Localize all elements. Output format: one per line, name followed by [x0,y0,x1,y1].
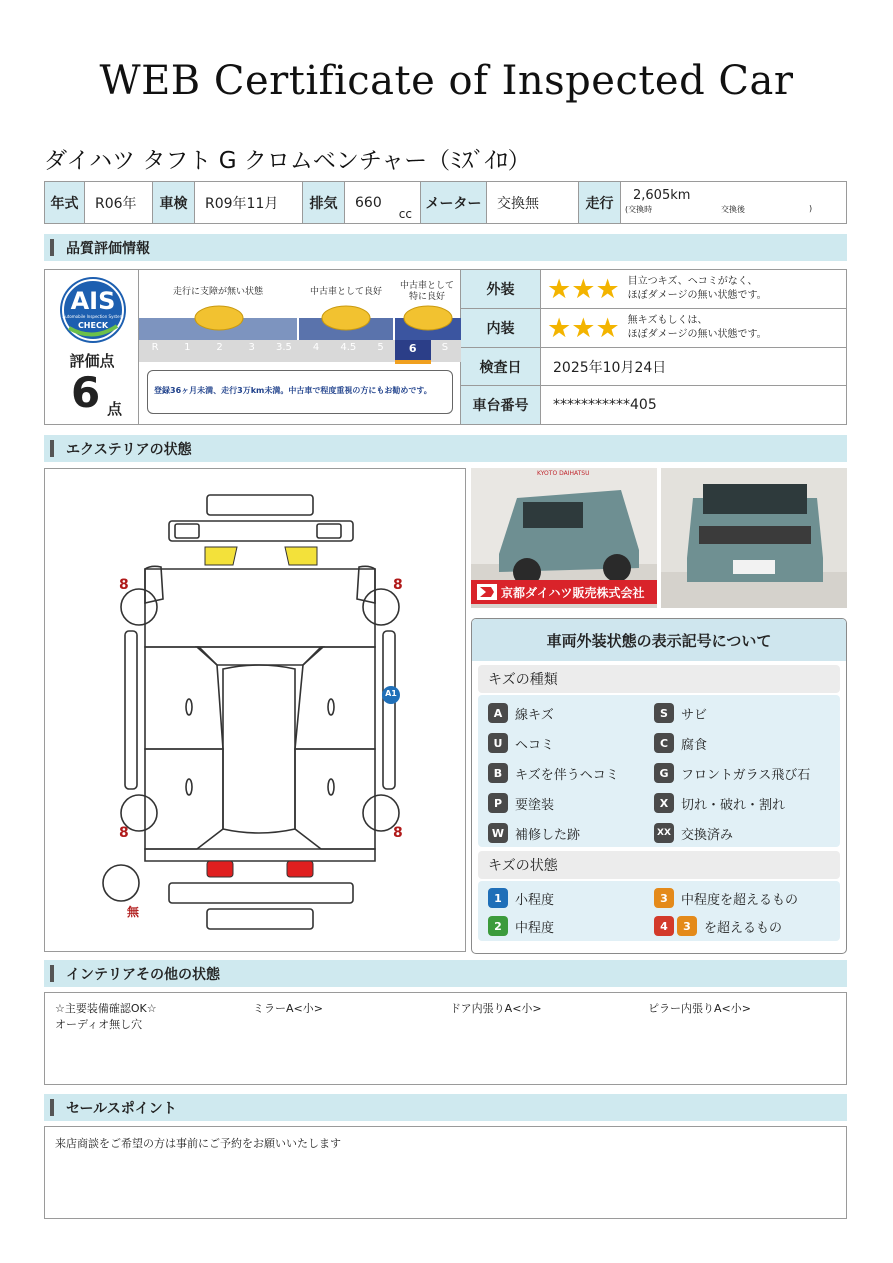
sales-point-text: 来店商談をご希望の方は事前にご予約をお願いいたします [55,1137,341,1150]
legend-label-a: 線キズ [515,707,554,723]
legend-label-w: 補修した跡 [515,827,581,843]
legend-label-u: ヘコミ [515,737,555,753]
page-title: WEB Certificate of Inspected Car [99,58,794,104]
section-quality: 品質評価情報 [44,234,847,261]
section-exterior: エクステリアの状態 [44,435,847,462]
meter-label: メーター [421,182,487,223]
displacement-value: 660 [355,194,382,211]
scale-step-3: 3 [248,342,255,353]
legend-badge-a: A [488,703,508,723]
year-label: 年式 [45,182,85,223]
year-value: R06年 [85,182,153,223]
scale-step-5: 5 [377,342,384,353]
legend-label-xx: 交換済み [681,827,734,843]
mileage-note-left: (交換時 [625,205,653,214]
exterior-desc-1: 目立つキズ、ヘコミがなく、 [627,276,758,287]
interior-box [44,992,847,1085]
exterior-rating [541,270,847,309]
legend-badge-u: U [488,733,508,753]
state-badge-2: 2 [488,916,508,936]
exterior-label: 外装 [461,270,541,309]
chassis-value: ***********405 [553,397,657,413]
car-photos [471,468,847,608]
section-sales: セールスポイント [44,1094,847,1121]
scale-step-4-5: 4.5 [340,342,357,353]
interior-item-1: ☆主要装備確認OK☆ [55,1002,157,1015]
damage-legend [471,618,847,954]
scale-step-2: 2 [216,342,223,353]
legend-types-title: キズの種類 [478,665,840,693]
scale-step-r: R [151,342,159,353]
mileage-note-right: ) [809,204,813,213]
legend-badge-b: B [488,763,508,783]
scale-step-s: S [441,342,449,353]
interior-item-2: ミラーA<小> [253,1002,323,1015]
scale-step-4: 4 [312,342,320,353]
scale-steps [139,342,461,362]
tire-rl-value: 8 [119,825,129,841]
legend-badge-c: C [654,733,674,753]
displacement-label: 排気 [303,182,345,223]
legend-states [478,881,840,941]
interior-stars-icon: ★★★ [547,312,620,344]
state-badge-4: 4 [654,916,674,936]
section-interior: インテリアその他の状態 [44,960,847,987]
interior-item-5: オーディオ無し穴 [55,1018,143,1031]
dealer-sign: KYOTO DAIHATSU [537,470,590,477]
interior-desc-2: ほぼダメージの無い状態です。 [627,329,767,340]
legend-badge-x: X [654,793,674,813]
state-label-1: 小程度 [515,892,555,908]
score-unit: 点 [107,400,123,418]
daihatsu-logo-icon [477,584,497,600]
ais-logo-small: Automobile Inspection System [62,314,124,319]
legend-badge-xx: XX [654,823,674,843]
legend-badge-s: S [654,703,674,723]
interior-item-4: ピラー内張りA<小> [648,1002,751,1015]
legend-label-c: 腐食 [681,737,708,753]
ais-check: CHECK [77,321,109,330]
scale-caption-3b: 特に良好 [408,292,445,302]
state-label-4: を超えるもの [704,920,783,936]
scale-step-1: 1 [184,342,191,353]
legend-label-b: キズを伴うヘコミ [515,767,619,783]
exterior-desc-2: ほぼダメージの無い状態です。 [627,290,767,301]
state-badge-3: 3 [654,888,674,908]
legend-label-p: 要塗装 [515,797,555,813]
tire-rr-value: 8 [393,825,403,841]
interior-label: 内装 [461,309,541,348]
displacement-cell [345,182,421,223]
mileage-value: 2,605km [633,188,691,203]
inspection-label: 車検 [153,182,195,223]
quality-box [44,269,847,425]
mileage-label: 走行 [579,182,621,223]
scale-caption-1: 走行に支障が無い状態 [172,287,263,297]
sales-point-box [44,1126,847,1219]
scale-panel [139,270,461,424]
mileage-cell [621,182,846,223]
ais-logo-text: AIS [70,287,116,315]
interior-desc-1: 無キズもしくは、 [627,315,708,326]
interior-item-3: ドア内張りA<小> [450,1002,542,1015]
inspection-date-value: 2025年10月24日 [541,348,847,386]
meter-value: 交換無 [487,182,579,223]
legend-badge-g: G [654,763,674,783]
scale-note: 登録36ヶ月未満、走行3万km未満。中古車で程度重視の方にもお勧めです。 [147,370,453,414]
legend-badge-w: W [488,823,508,843]
exterior-stars-icon: ★★★ [547,273,620,305]
legend-label-s: サビ [681,707,708,723]
score-panel [45,270,139,424]
interior-rating [541,309,847,348]
scale-caption-3a: 中古車として [399,281,454,291]
displacement-unit: cc [398,207,412,221]
legend-label-x: 切れ・破れ・割れ [681,797,786,813]
score-label: 評価点 [69,352,115,370]
mileage-note-mid: 交換後 [721,205,745,214]
inspection-date-label: 検査日 [461,348,541,386]
state-badge-1: 1 [488,888,508,908]
rating-grid [461,270,847,424]
scale-caption-2: 中古車として良好 [309,287,382,297]
spec-row [44,181,847,224]
spare-tire-value: 無 [127,905,140,919]
dealer-banner: 京都ダイハツ販売株式会社 [471,580,657,604]
state-label-2: 中程度 [515,920,555,936]
car-diagram-icon [45,469,467,953]
chassis-label: 車台番号 [461,386,541,424]
state-badge-4b: 3 [677,916,697,936]
state-label-3: 中程度を超えるもの [681,892,799,908]
tire-fl-value: 8 [119,577,129,593]
legend-states-title: キズの状態 [478,851,840,879]
scale-step-6: 6 [408,342,417,355]
legend-badge-p: P [488,793,508,813]
damage-marker-a1: A1 [385,689,397,698]
tire-fr-value: 8 [393,577,403,593]
inspection-value: R09年11月 [195,182,303,223]
legend-types [478,695,840,847]
legend-title: 車両外装状態の表示記号について [472,619,846,661]
legend-label-g: フロントガラス飛び石 [681,767,811,783]
exterior-diagram [44,468,466,952]
score-value: 6 [71,368,101,417]
car-name: ダイハツ タフト G クロムベンチャー（ﾐｽﾞｲﾛ） [44,148,531,174]
scale-step-3-5: 3.5 [275,342,292,353]
